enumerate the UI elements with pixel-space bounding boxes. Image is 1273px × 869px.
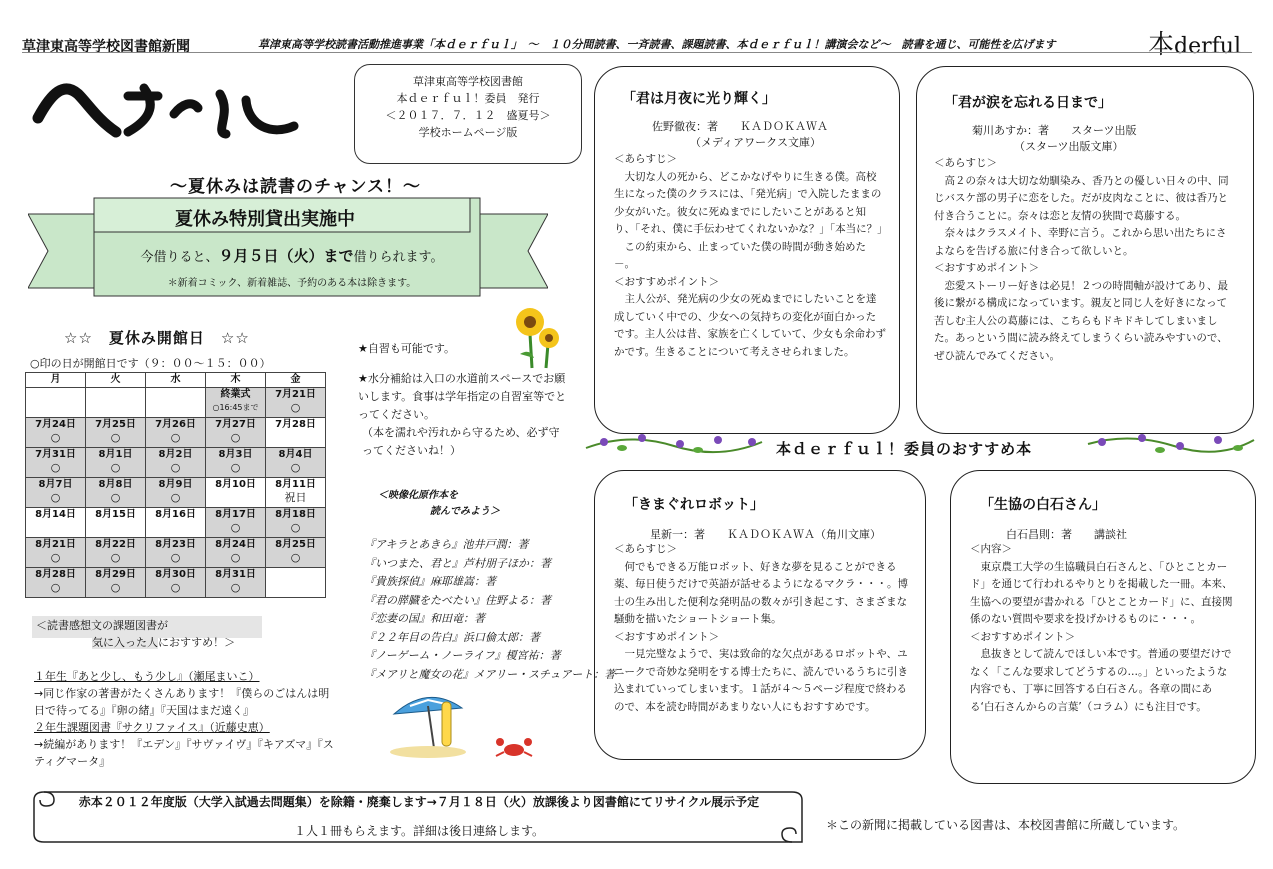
calendar-date: 8月17日 xyxy=(215,509,256,520)
review-2-title: 「君が涙を忘れる日まで」 xyxy=(944,95,1112,111)
calendar-day xyxy=(86,538,146,568)
calendar-date: 7月27日 xyxy=(215,419,256,430)
calendar-day xyxy=(86,418,146,448)
calendar-day xyxy=(266,508,326,538)
issue-committee: 本ｄｅｒｆｕｌ！委員 発行 xyxy=(396,92,540,105)
review-3-synopsis: 何でもできる万能ロボット、好きな夢を見ることができる薬、毎日使うだけで英語が話せるようになるマクラ・・・。博士の生み出した便利な発明品の数々が引き起こす、さまざまな騒動を描いたショートショート集。 xyxy=(614,560,908,625)
beach-umbrella-icon xyxy=(388,690,470,760)
calendar-mark: ○ xyxy=(290,551,301,564)
film-book-item: 『アキラとあきら』池井戸潤：著 xyxy=(364,538,529,551)
review-4-author: 白石昌則：著 講談社 xyxy=(1006,528,1127,541)
note-protect-books: （本を濡れや汚れから守るため、必ず守ってくださいね！） xyxy=(362,426,560,457)
calendar-mark: ○ xyxy=(230,461,241,474)
film-book-item: 『君の膵臓をたべたい』住野よる：著 xyxy=(364,593,551,607)
calendar-mark: ○16:45まで xyxy=(212,403,259,412)
calendar-mark: ○ xyxy=(290,461,301,474)
review-2-author: 菊川あすか：著 スターツ出版 xyxy=(972,124,1137,137)
film-book-item: 『いつまた、君と』芦村朋子ほか：著 xyxy=(364,556,551,570)
tagline: 草津東高等学校読書活動推進事業「本ｄｅｒｆｕｌ」 ～ １０分間読書、一斉読書、課題読書、本ｄｅｒｆｕｌ！講演会など～ 読書を通じ、可能性を広げます xyxy=(258,38,1056,51)
calendar-date: 8月29日 xyxy=(95,569,136,580)
weekday-header: 木 xyxy=(206,373,266,388)
kansou-subheading xyxy=(92,634,235,650)
calendar-mark: 祝日 xyxy=(284,491,307,504)
calendar-date: 8月22日 xyxy=(95,539,136,550)
review-2-synopsis: 高２の奈々は大切な幼馴染み、香乃との優しい日々の中、同じバスケ部の男子に恋をした。だが皮肉なことに、彼は香乃と付き合うことに。奈々は恋と友情の狭間で葛藤する。 xyxy=(934,174,1229,222)
grade2-text: →続編があります！『エデン』『サヴァイヴ』『キアズマ』『スティグマータ』 xyxy=(34,738,334,768)
calendar-day xyxy=(206,418,266,448)
calendar-mark: ○ xyxy=(290,401,301,414)
calendar-day xyxy=(146,538,206,568)
loan-prefix: 今借りると、 xyxy=(140,250,219,265)
calendar-day xyxy=(266,418,326,448)
weekday-header: 火 xyxy=(86,373,146,388)
tree-logo-icon: 本 xyxy=(1148,30,1175,60)
film-book-item: 『２２年目の告白』浜口倫太郎：著 xyxy=(364,630,540,644)
calendar-mark: ○ xyxy=(290,521,301,534)
calendar-day xyxy=(146,388,206,418)
grade2-label: ２年生課題図書『サクリファイス』（近藤史恵） xyxy=(34,721,270,734)
calendar-mark: ○ xyxy=(170,581,181,594)
calendar-date: 8月4日 xyxy=(278,449,313,460)
grade1-text: →同じ作家の著書がたくさんあります！『僕らのごはんは明日で待ってる』『卵の緒』『天国はまだ遠く』 xyxy=(34,687,330,717)
calendar-day xyxy=(146,448,206,478)
calendar-day xyxy=(266,568,326,598)
calendar-date: 8月28日 xyxy=(35,569,76,580)
special-loan-title: 夏休み特別貸出実施中 xyxy=(175,209,355,230)
review-1-author: 佐野徹夜：著 ＫＡＤＯＫＡＷＡ xyxy=(652,120,828,133)
calendar-mark: ○ xyxy=(170,461,181,474)
review-4-body xyxy=(970,541,1236,716)
film-book-item: 『恋妻の国』和田竜：著 xyxy=(364,612,485,625)
calendar-mark: ○ xyxy=(50,461,61,474)
film-heading-2: 読んでみよう＞ xyxy=(430,506,500,517)
calendar-day xyxy=(26,448,86,478)
review-1-synopsis-heading: ＜あらすじ＞ xyxy=(614,153,677,165)
calendar-day xyxy=(206,388,266,418)
review-4-title: 「生協の白石さん」 xyxy=(980,497,1106,513)
review-1-body xyxy=(614,151,886,361)
review-4-point: 息抜きとして読んでほしい本です。普通の要望だけでなく「こんな要求してどうするの…。」といったような内容でも、丁寧に回答する白石さん。各章の間にある‘白石さんからの言葉’（コラム）にも注目です。 xyxy=(970,648,1232,713)
review-1-title: 「君は月夜に光り輝く」 xyxy=(622,91,776,107)
calendar-mark: ○ xyxy=(110,581,121,594)
logo-text: derful xyxy=(1174,34,1241,59)
calendar-day xyxy=(146,568,206,598)
review-3-synopsis-heading: ＜あらすじ＞ xyxy=(614,543,677,555)
review-1-synopsis-b: この約束から、止まっていた僕の時間が動き始めた－。 xyxy=(614,240,866,270)
calendar-date: 7月26日 xyxy=(155,419,196,430)
calendar-day xyxy=(86,478,146,508)
issue-date: ＜２０１７．７．１２ 盛夏号＞ xyxy=(385,109,551,122)
review-2-point: 恋愛ストーリー好きは必見！２つの時間軸が設けてあり、最後に繋がる構成になっています。親友と同じ人を好きになって苦しむ主人公の葛藤には、こちらもドキドキしてしまいました。あっという間に読み終えてしまうくらい読みやすいので、ぜひ読んでみてください。 xyxy=(934,279,1228,362)
calendar-mark: ○ xyxy=(110,461,121,474)
review-4-content-heading: ＜内容＞ xyxy=(970,543,1012,555)
calendar-day xyxy=(206,538,266,568)
opening-calendar xyxy=(25,372,326,598)
grade1-label: １年生『あと少し、もう少し』（瀬尾まいこ） xyxy=(34,670,260,683)
calendar-date: 8月8日 xyxy=(98,479,133,490)
review-2-publisher: （スターツ出版文庫） xyxy=(1014,140,1124,153)
film-book-item: 『メアリと魔女の花』メアリー・スチュアート：著 xyxy=(364,667,616,681)
kansou-heading: ＜読書感想文の課題図書が xyxy=(36,619,168,632)
calendar-mark: ○ xyxy=(230,581,241,594)
loan-date: ９月５日（火）まで xyxy=(218,247,354,265)
calendar-mark: ○ xyxy=(50,491,61,504)
footer-note: ＊この新聞に掲載している図書は、本校図書館に所蔵しています。 xyxy=(826,818,1186,832)
calendar-mark: ○ xyxy=(110,431,121,444)
weekday-header: 水 xyxy=(146,373,206,388)
calendar-day xyxy=(266,478,326,508)
calendar-date: 8月18日 xyxy=(275,509,316,520)
calendar-date: 7月24日 xyxy=(35,419,76,430)
calendar-mark: ○ xyxy=(50,551,61,564)
calendar-day xyxy=(146,478,206,508)
calendar-date: 8月1日 xyxy=(98,449,133,460)
calendar-date: 終業式 xyxy=(220,389,251,400)
review-3-body xyxy=(614,541,910,716)
paper-name: 草津東高等学校図書館新聞 xyxy=(22,39,190,55)
calendar-day xyxy=(266,448,326,478)
calendar-day xyxy=(26,568,86,598)
calendar-mark: ○ xyxy=(50,431,61,444)
calendar-date: 8月31日 xyxy=(215,569,256,580)
note-drinks: ★水分補給は入口の水道前スペースでお願いします。食事は学年指定の自習室等でとってください。 xyxy=(358,372,567,421)
review-1-point: 主人公が、発光病の少女の死ぬまでにしたいことを達成していく中での、少女への気持ちの変化が面白かったです。主人公は昔、家族を亡くしていて、少女も余命わずかです。生きることについて考えさせられました。 xyxy=(614,293,886,358)
review-4-point-heading: ＜おすすめポイント＞ xyxy=(970,630,1076,643)
weekday-header: 月 xyxy=(26,373,86,388)
review-2-point-heading: ＜おすすめポイント＞ xyxy=(934,262,1040,274)
calendar-day xyxy=(86,508,146,538)
calendar-date: 8月21日 xyxy=(35,539,76,550)
brush-title-logo xyxy=(32,74,322,146)
calendar-date: 8月30日 xyxy=(155,569,196,580)
film-book-item: 『ノーゲーム・ノーライフ』榎宮祐：著 xyxy=(364,649,561,662)
calendar-week xyxy=(26,418,326,448)
summer-headline: ～夏休みは読書のチャンス！～ xyxy=(170,177,421,197)
calendar-day xyxy=(146,418,206,448)
calendar-day xyxy=(86,448,146,478)
calendar-day xyxy=(86,568,146,598)
review-2-synopsis-b: 奈々はクラスメイト、幸野に言う。これから思い出たちにさよならを告げる旅に付き合って欲しいと。 xyxy=(934,227,1227,257)
calendar-date: 8月2日 xyxy=(158,449,193,460)
review-2-synopsis-heading: ＜あらすじ＞ xyxy=(934,157,997,169)
vine-right-decoration xyxy=(1086,428,1256,458)
calendar-date: 8月25日 xyxy=(275,539,316,550)
calendar-week xyxy=(26,388,326,418)
calendar-subtitle: ○印の日が開館日です（９：００～１５：００） xyxy=(30,357,271,370)
calendar-mark: ○ xyxy=(110,491,121,504)
calendar-date: 8月11日 xyxy=(275,479,316,490)
calendar-mark: ○ xyxy=(50,581,61,594)
issue-info-box xyxy=(354,64,582,164)
calendar-date: 8月3日 xyxy=(218,449,253,460)
loan-suffix: 借りられます。 xyxy=(353,250,444,265)
calendar-day xyxy=(266,538,326,568)
calendar-date: 8月14日 xyxy=(35,509,76,520)
special-loan-line xyxy=(92,245,492,266)
film-book-list xyxy=(364,536,616,684)
review-3-author: 星新一：著 ＫＡＤＯＫＡＷＡ（角川文庫） xyxy=(650,528,881,541)
issue-publisher: 草津東高等学校図書館 xyxy=(413,75,523,88)
calendar-date: 8月10日 xyxy=(215,479,256,490)
calendar-date: 8月24日 xyxy=(215,539,256,550)
calendar-day xyxy=(26,478,86,508)
calendar-day xyxy=(206,568,266,598)
calendar-day xyxy=(146,508,206,538)
calendar-date: 7月25日 xyxy=(95,419,136,430)
calendar-mark: ○ xyxy=(170,551,181,564)
vine-left-decoration xyxy=(584,428,764,458)
calendar-day xyxy=(206,508,266,538)
calendar-date: 8月9日 xyxy=(158,479,193,490)
review-1-synopsis: 大切な人の死から、どこかなげやりに生きる僕。高校生になった僕のクラスには、「発光病」で入院したままの少女がいた。彼女に死ぬまでにしたいことがあると知り、「それ、僕に手伝わせてくれないかな？」「本当に？」 xyxy=(614,170,888,235)
calendar-week xyxy=(26,448,326,478)
calendar-week xyxy=(26,538,326,568)
calendar-mark: ○ xyxy=(170,491,181,504)
kansou-rest: におすすめ！＞ xyxy=(158,636,236,649)
film-heading-1: ＜映像化原作本を xyxy=(378,490,458,501)
review-3-point-heading: ＜おすすめポイント＞ xyxy=(614,630,720,643)
calendar-date: 7月28日 xyxy=(275,419,316,430)
calendar-day xyxy=(26,388,86,418)
calendar-date: 7月31日 xyxy=(35,449,76,460)
calendar-mark: ○ xyxy=(110,551,121,564)
calendar-mark: ○ xyxy=(170,431,181,444)
crab-icon xyxy=(490,736,538,758)
review-1-point-heading: ＜おすすめポイント＞ xyxy=(614,275,720,288)
calendar-day xyxy=(26,508,86,538)
review-3-point: 一見完璧なようで、実は致命的な欠点があるロボットや、ユニークで奇妙な発明をする博士たちに、読んでいるうちに引き込まれていってしまいます。１話が４～５ページ程度で終わるので、本を読む時間があまりない人にもおすすめです。 xyxy=(614,648,908,713)
kansou-em: 気に入った人 xyxy=(92,636,158,649)
header-rule xyxy=(22,52,1252,53)
weekday-header: 金 xyxy=(266,373,326,388)
calendar-day xyxy=(206,478,266,508)
akahon-subnote: １人１冊もらえます。詳細は後日連絡します。 xyxy=(293,824,545,838)
recommend-banner-title: 本ｄｅｒｆｕｌ！委員のおすすめ本 xyxy=(776,440,1033,458)
calendar-day xyxy=(266,388,326,418)
note-self-study: ★自習も可能です。 xyxy=(358,342,455,355)
logo xyxy=(1148,24,1241,61)
calendar-date: 8月7日 xyxy=(38,479,73,490)
calendar-date: 8月23日 xyxy=(155,539,196,550)
review-4-content: 東京農工大学の生協職員白石さんと、「ひとことカード」を通じて行われるやりとりを掲載した一冊。本来、生協への要望が書かれる「ひとことカード」に、直接関係のない質問や要求を投げかけるものに・・・。 xyxy=(970,560,1233,625)
calendar-day xyxy=(86,388,146,418)
review-3-title: 「きまぐれロボット」 xyxy=(624,497,764,513)
kansou-recommendations xyxy=(34,668,334,770)
akahon-notice: 赤本２０１２年度版（大学入試過去問題集）を除籍・廃棄します→７月１８日（火）放課後より図書館にてリサイクル展示予定 xyxy=(78,795,760,809)
film-book-item: 『貴族探偵』麻耶雄嵩：著 xyxy=(364,575,496,588)
side-notes xyxy=(358,340,568,460)
review-2-body xyxy=(934,155,1236,365)
calendar-week xyxy=(26,478,326,508)
calendar-title: ☆☆ 夏休み開館日 ☆☆ xyxy=(64,329,250,347)
calendar-day xyxy=(206,448,266,478)
calendar-mark: ○ xyxy=(230,521,241,534)
issue-edition: 学校ホームページ版 xyxy=(418,126,518,139)
review-1-publisher: （メディアワークス文庫） xyxy=(690,136,822,149)
calendar-date: 8月16日 xyxy=(155,509,196,520)
calendar-mark: ○ xyxy=(230,551,241,564)
calendar-week xyxy=(26,508,326,538)
calendar-mark: ○ xyxy=(230,431,241,444)
calendar-date: 8月15日 xyxy=(95,509,136,520)
calendar-day xyxy=(26,418,86,448)
calendar-day xyxy=(26,538,86,568)
calendar-week xyxy=(26,568,326,598)
special-loan-note: ＊新着コミック、新着雑誌、予約のある本は除きます。 xyxy=(167,278,417,289)
calendar-date: 7月21日 xyxy=(275,389,316,400)
